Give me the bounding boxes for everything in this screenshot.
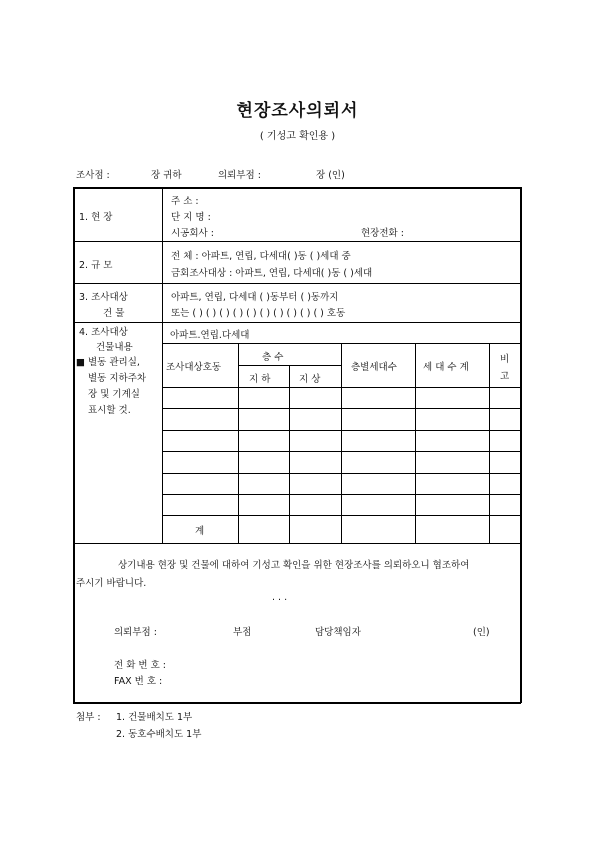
section4-note-3: 장 및 기계실 bbox=[88, 389, 140, 400]
surveyor-label: 조사점 : bbox=[76, 170, 110, 181]
col-household-total: 세 대 수 계 bbox=[423, 362, 469, 373]
request-dept-mid: 부점 bbox=[233, 627, 252, 638]
request-fax: FAX 번 호 : bbox=[114, 676, 163, 687]
col-aboveground: 지 상 bbox=[299, 374, 321, 385]
document-subtitle: ( 기성고 확인용 ) bbox=[259, 131, 336, 142]
section4-note-4: 표시할 것. bbox=[88, 405, 131, 416]
col-underground: 지 하 bbox=[249, 374, 271, 385]
document-title: 현장조사의뢰서 bbox=[236, 101, 359, 121]
site-phone-label: 현장전화 : bbox=[361, 228, 404, 239]
section3-label: 3. 조사대상 bbox=[79, 292, 128, 303]
request-officer: 담당책임자 bbox=[315, 627, 361, 638]
requester-label: 의뢰부점 : bbox=[218, 170, 261, 181]
target-units-line: 또는 ( ) ( ) ( ) ( ) ( ) ( ) ( ) ( ) ( ) ( ) 호동 bbox=[171, 308, 346, 319]
section2-label: 2. 규 모 bbox=[79, 260, 113, 271]
col-remarks-1: 비 bbox=[500, 354, 510, 365]
section4-note-1: ■ 별동 관리실, bbox=[76, 357, 140, 368]
col-remarks-2: 고 bbox=[500, 371, 510, 382]
request-text-line1: 상기내용 현장 및 건물에 대하여 기성고 확인을 위한 현장조사를 의뢰하오니 협조하여 bbox=[118, 560, 470, 571]
request-text-line2: 주시기 바랍니다. bbox=[76, 578, 147, 589]
requester-suffix: 장 (인) bbox=[316, 170, 345, 181]
attachments-label: 첨부 : bbox=[76, 712, 101, 723]
col-survey-unit: 조사대상호동 bbox=[166, 362, 222, 373]
address-label: 주 소 : bbox=[171, 196, 199, 207]
scale-total: 전 체 : 아파트, 연립, 다세대( )동 ( )세대 중 bbox=[171, 251, 351, 262]
total-row-label: 계 bbox=[195, 526, 205, 537]
col-households-per-floor: 층별세대수 bbox=[351, 362, 397, 373]
request-dept-label: 의뢰부점 : bbox=[114, 627, 157, 638]
request-phone: 전 화 번 호 : bbox=[114, 660, 166, 671]
request-date: . . . bbox=[272, 592, 288, 603]
building-type-header: 아파트.연립.다세대 bbox=[170, 330, 250, 341]
section4-label: 4. 조사대상 bbox=[79, 327, 128, 338]
section3-sublabel: 건 물 bbox=[103, 308, 125, 319]
complex-name-label: 단 지 명 : bbox=[171, 212, 211, 223]
request-seal: (인) bbox=[473, 627, 490, 638]
col-floors: 층 수 bbox=[262, 352, 284, 363]
scale-financed: 금회조사대상 : 아파트, 연립, 다세대( )동 ( )세대 bbox=[171, 268, 373, 279]
attachment-2: 2. 동호수배치도 1부 bbox=[116, 729, 202, 740]
builder-label: 시공회사 : bbox=[171, 228, 214, 239]
section4-sublabel: 건물내용 bbox=[96, 342, 133, 353]
section1-label: 1. 현 장 bbox=[79, 212, 113, 223]
attachment-1: 1. 건물배치도 1부 bbox=[116, 712, 193, 723]
section4-note-2: 별동 지하주차 bbox=[88, 373, 147, 384]
honorific: 장 귀하 bbox=[151, 170, 182, 181]
target-range-line: 아파트, 연립, 다세대 ( )동부터 ( )동까지 bbox=[171, 292, 339, 303]
